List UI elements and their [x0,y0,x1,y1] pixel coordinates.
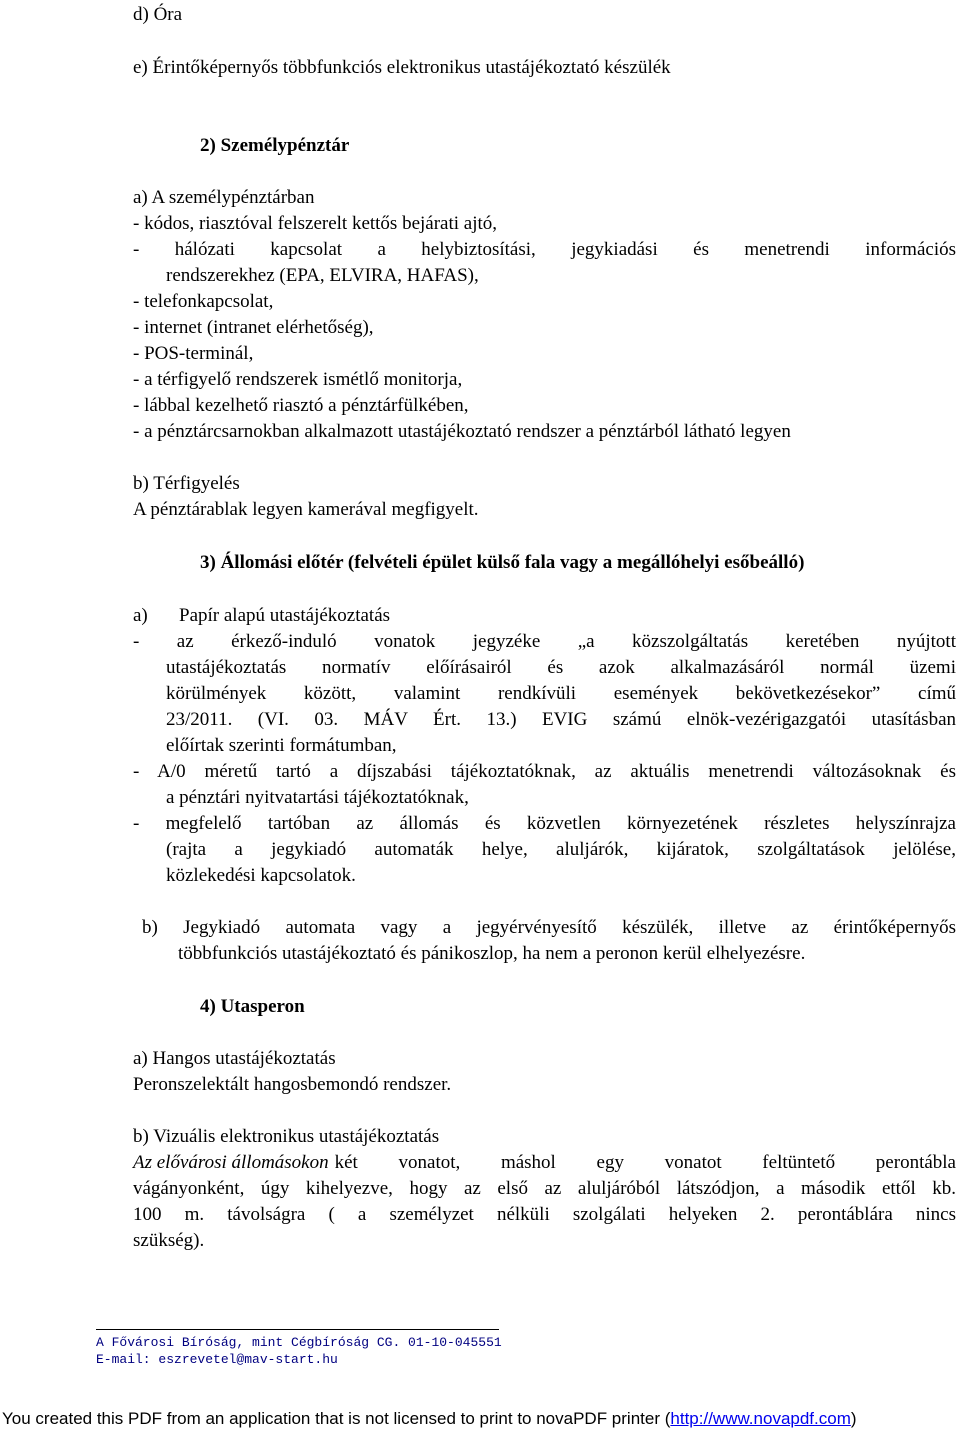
s2-item: - hálózati kapcsolat a helybiztosítási, jegykiadási és menetrendi információs [133,239,956,260]
s3-line: - az érkező-induló vonatok jegyzéke „a közszolgáltatás keretében nyújtott [133,631,956,652]
s4-b-title: b) Vizuális elektronikus utastájékoztatás [133,1126,440,1147]
s3-line: körülmények között, valamint rendkívüli események bekövetkezésekor” című [166,683,956,704]
s4-b-line: 100 m. távolságra ( a személyzet nélküli szolgálati helyeken 2. perontáblára nincs [133,1204,956,1225]
section-2-heading: 2) Személypénztár [200,135,350,156]
s2-item: - a pénztárcsarnokban alkalmazott utastájékoztató rendszer a pénztárból látható legyen [133,421,791,442]
s4-b-line: vágányonként, úgy kihelyezve, hogy az első az aluljáróból látszódjon, a második ettől kb. [133,1178,956,1199]
s2-item: - internet (intranet elérhetőség), [133,317,374,338]
s4-b-italic: Az elővárosi állomásokon [133,1152,329,1173]
s2-item: rendszerekhez (EPA, ELVIRA, HAFAS), [166,265,479,286]
s2-item: - telefonkapcsolat, [133,291,274,312]
s3-a-title: Papír alapú utastájékoztatás [179,605,391,626]
s4-b-rest: két vonatot, máshol egy vonatot feltüntető perontábla [334,1152,956,1173]
pdf-notice [2,1410,857,1427]
s4-b-line-1 [133,1153,956,1172]
s2-item: - lábbal kezelhető riasztó a pénztárfülkében, [133,395,469,416]
s4-a-title: a) Hangos utastájékoztatás [133,1048,336,1069]
s3-line: - A/0 méretű tartó a díjszabási tájékoztatóknak, az aktuális menetrendi változásoknak és [133,761,956,782]
list-item-e: e) Érintőképernyős többfunkciós elektronikus utastájékoztató készülék [133,57,671,78]
s4-b-line: szükség). [133,1230,205,1251]
section-3-heading: 3) Állomási előtér (felvételi épület külső fala vagy a megállóhelyi esőbeálló) [200,552,805,573]
pdf-notice-close: ) [850,1409,857,1428]
s2-b-text: A pénztárablak legyen kamerával megfigyelt. [133,499,479,520]
s3-line: közlekedési kapcsolatok. [166,865,356,886]
s2-b-title: b) Térfigyelés [133,473,240,494]
s3-a-label: a) [133,605,148,626]
novapdf-link[interactable]: http://www.novapdf.com [670,1409,851,1428]
s3-b-line: b) Jegykiadó automata vagy a jegyérvényesítő készülék, illetve az érintőképernyős [142,917,956,938]
s2-item: - a térfigyelő rendszerek ismétlő monitorja, [133,369,463,390]
s3-line: a pénztári nyitvatartási tájékoztatóknak, [166,787,469,808]
s3-line: 23/2011. (VI. 03. MÁV Ért. 13.) EVIG számú elnök-vezérigazgatói utasításban [166,709,956,730]
footer-court: A Fővárosi Bíróság, mint Cégbíróság CG. 01-10-045551 [96,1335,502,1350]
s2-item: - POS-terminál, [133,343,254,364]
s4-a-text: Peronszelektált hangosbemondó rendszer. [133,1074,452,1095]
pdf-notice-text: You created this PDF from an application that is not licensed to print to novaPDF printer ( [2,1409,671,1428]
s2-a-title: a) A személypénztárban [133,187,315,208]
s3-line: - megfelelő tartóban az állomás és közvetlen környezetének részletes helyszínrajza [133,813,956,834]
footer-email: E-mail: eszrevetel@mav-start.hu [96,1352,338,1367]
list-item-d: d) Óra [133,4,183,25]
s3-b-line: többfunkciós utastájékoztató és pánikoszlop, ha nem a peronon kerül elhelyezésre. [178,943,806,964]
footer-rule [96,1329,499,1330]
s3-line: (rajta a jegykiadó automaták helye, aluljárók, kijáratok, szolgáltatások jelölése, [166,839,956,860]
section-4-heading: 4) Utasperon [200,996,305,1017]
s3-line: utastájékoztatás normatív előírásairól és azok alkalmazásáról normál üzemi [166,657,956,678]
s2-item: - kódos, riasztóval felszerelt kettős bejárati ajtó, [133,213,498,234]
s3-line: előírtak szerinti formátumban, [166,735,397,756]
